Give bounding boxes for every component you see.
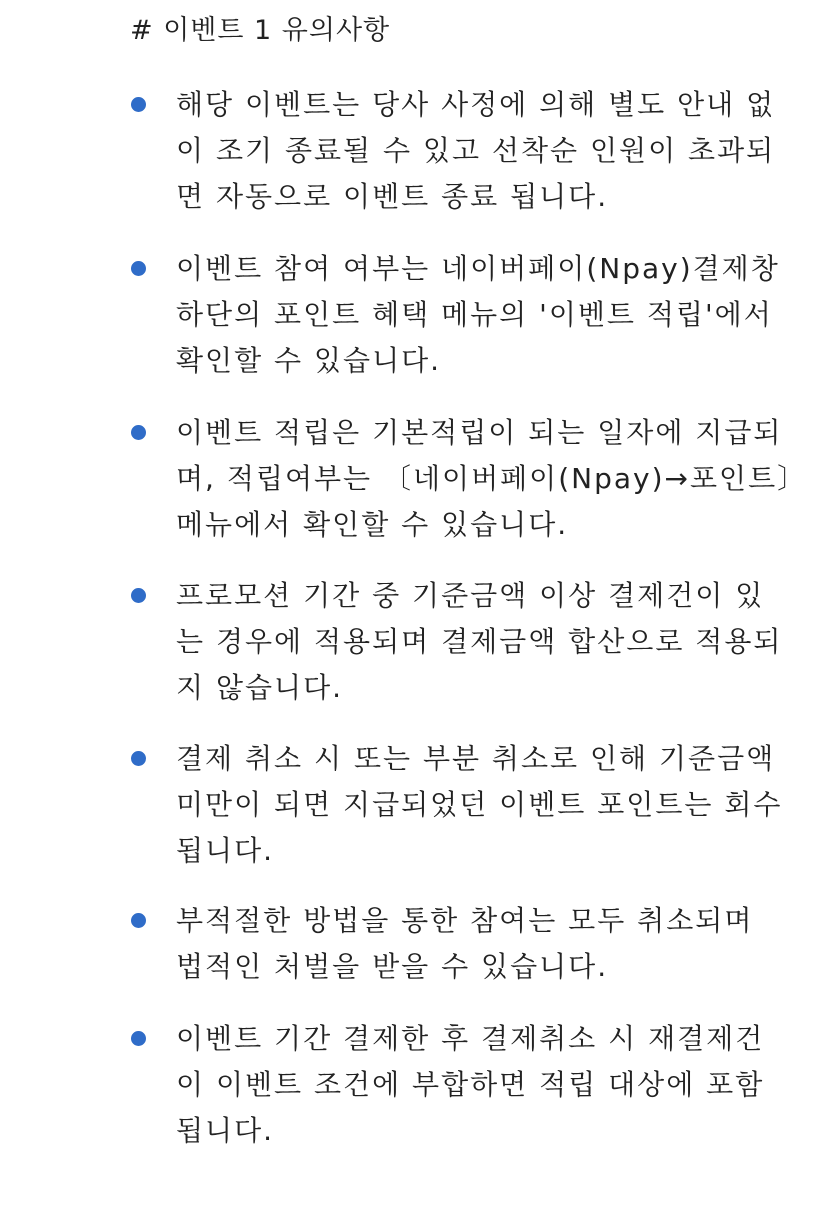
bullet-icon: [131, 588, 146, 603]
notice-item-line: 지 않습니다.: [176, 671, 344, 704]
notice-item-line: 며, 적립여부는 〔네이버페이(Npay)→포인트〕: [176, 462, 808, 495]
notice-item-line: 이벤트 참여 여부는 네이버페이(Npay)결제창: [176, 252, 780, 285]
notice-item-line: 됩니다.: [176, 1114, 275, 1147]
notice-item-line: 하단의 포인트 혜택 메뉴의 '이벤트 적립'에서: [176, 298, 773, 331]
notice-item-line: 이벤트 적립은 기본적립이 되는 일자에 지급되: [176, 416, 783, 449]
bullet-icon: [131, 913, 146, 928]
bullet-icon: [131, 97, 146, 112]
notice-item-line: 이 이벤트 조건에 부합하면 적립 대상에 포함: [176, 1068, 765, 1101]
notice-item-line: 결제 취소 시 또는 부분 취소로 인해 기준금액: [176, 742, 776, 775]
notice-item-line: 는 경우에 적용되며 결제금액 합산으로 적용되: [176, 625, 783, 658]
notice-item-line: 미만이 되면 지급되었던 이벤트 포인트는 회수: [176, 788, 783, 821]
notice-item-text: [176, 573, 796, 711]
notice-item-text: [176, 1016, 796, 1154]
notice-item-text: [176, 736, 796, 874]
notice-item-text: [176, 898, 796, 990]
notice-item-text: [176, 410, 808, 548]
bullet-icon: [131, 1031, 146, 1046]
notice-item-line: 확인할 수 있습니다.: [176, 344, 442, 377]
notice-item-line: 됩니다.: [176, 834, 275, 867]
notice-item-line: 면 자동으로 이벤트 종료 됩니다.: [176, 180, 609, 213]
bullet-icon: [131, 261, 146, 276]
notice-heading: # 이벤트 1 유의사항: [130, 15, 391, 46]
notice-item-line: 해당 이벤트는 당사 사정에 의해 별도 안내 없: [176, 88, 776, 121]
bullet-icon: [131, 751, 146, 766]
notice-item-line: 메뉴에서 확인할 수 있습니다.: [176, 508, 569, 541]
notice-item-text: [176, 82, 796, 220]
notice-item-text: [176, 246, 796, 384]
bullet-icon: [131, 425, 146, 440]
notice-item-line: 부적절한 방법을 통한 참여는 모두 취소되며: [176, 904, 754, 937]
notice-item-line: 이 조기 종료될 수 있고 선착순 인원이 초과되: [176, 134, 776, 167]
notice-item-line: 법적인 처벌을 받을 수 있습니다.: [176, 950, 609, 983]
notice-item-line: 프로모션 기간 중 기준금액 이상 결제건이 있: [176, 579, 765, 612]
notice-item-line: 이벤트 기간 결제한 후 결제취소 시 재결제건: [176, 1022, 765, 1055]
